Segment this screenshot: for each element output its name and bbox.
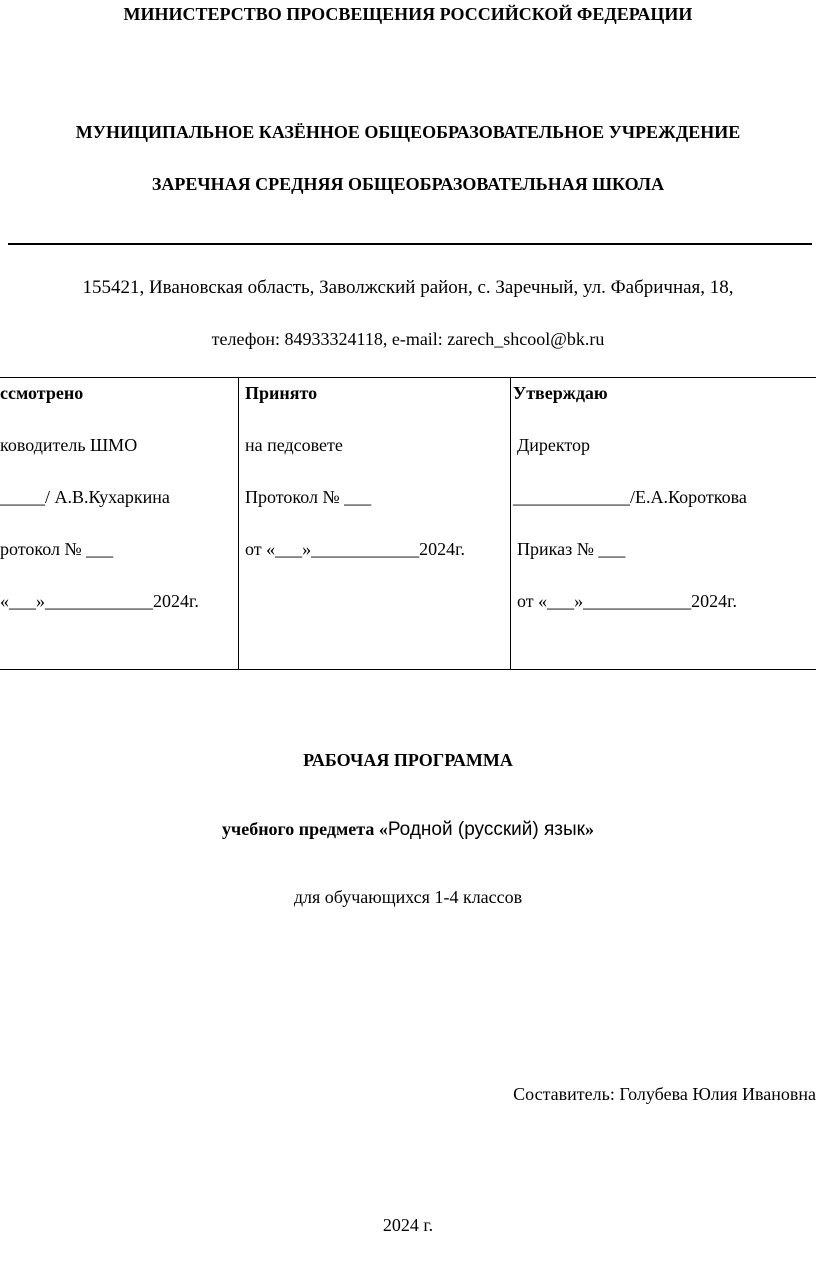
approved-date: от «___»____________2024г.: [517, 591, 737, 611]
school-heading: ЗАРЕЧНАЯ СРЕДНЯЯ ОБЩЕОБРАЗОВАТЕЛЬНАЯ ШКОЛА: [151, 174, 665, 194]
audience-line: для обучающихся 1-4 классов: [293, 887, 523, 907]
reviewed-title: ссмотрено: [0, 383, 84, 403]
subject-line: [0, 818, 816, 841]
school-contacts: телефон: 84933324118, e-mail: zarech_shcool@bk.ru: [211, 329, 605, 349]
subject-suffix: »: [584, 819, 594, 839]
subject-name: Родной (русский) язык: [387, 819, 585, 840]
accepted-date: от «___»____________2024г.: [245, 539, 465, 559]
composer-line: Составитель: Голубева Юлия Ивановна: [513, 1084, 816, 1104]
document-year: 2024 г.: [382, 1215, 434, 1235]
reviewed-protocol: ротокол № ___: [0, 539, 114, 559]
approved-role: Директор: [517, 435, 591, 455]
ministry-heading: МИНИСТЕРСТВО ПРОСВЕЩЕНИЯ РОССИЙСКОЙ ФЕДЕРАЦИИ: [123, 4, 693, 24]
institution-heading: МУНИЦИПАЛЬНОЕ КАЗЁННОЕ ОБЩЕОБРАЗОВАТЕЛЬНОЕ УЧРЕЖДЕНИЕ: [75, 122, 741, 142]
accepted-title: Принято: [245, 383, 318, 403]
accepted-role: на педсовете: [245, 435, 343, 455]
accepted-protocol: Протокол № ___: [245, 487, 372, 507]
subject-prefix: учебного предмета «: [222, 819, 388, 839]
program-title: РАБОЧАЯ ПРОГРАММА: [303, 750, 513, 770]
column-divider: [510, 378, 511, 669]
reviewed-signature: _____/ А.В.Кухаркина: [0, 487, 170, 507]
header-divider: [8, 243, 812, 245]
approval-table: [0, 377, 816, 670]
reviewed-date: «___»____________2024г.: [0, 591, 199, 611]
approved-title: Утверждаю: [513, 383, 608, 403]
column-divider: [238, 378, 239, 669]
approved-order: Приказ № ___: [517, 539, 626, 559]
reviewed-role: ководитель ШМО: [0, 435, 138, 455]
approved-signature: _____________/Е.А.Короткова: [513, 487, 747, 507]
school-address: 155421, Ивановская область, Заволжский район, с. Заречный, ул. Фабричная, 18,: [82, 277, 734, 298]
